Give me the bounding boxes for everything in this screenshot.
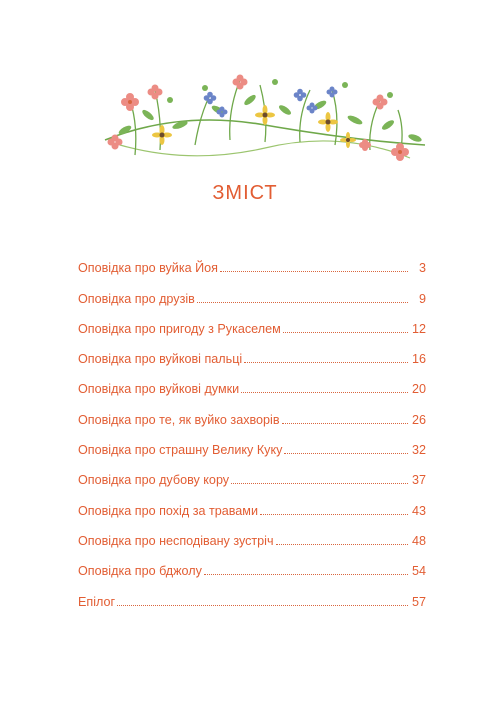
dot-leader: [204, 573, 408, 575]
toc-entry-page: 20: [411, 382, 426, 397]
toc-entry-title: Оповідка про те, як вуйко захворів: [78, 412, 280, 427]
toc-entry-page: 3: [418, 261, 426, 276]
dot-leader: [284, 452, 408, 454]
toc-entry-page: 57: [411, 594, 426, 609]
toc-entry[interactable]: [78, 427, 426, 457]
toc-entry[interactable]: [78, 336, 426, 366]
toc-entry-title: Епілог: [78, 594, 116, 609]
toc-entry[interactable]: [78, 306, 426, 336]
toc-entry[interactable]: [78, 457, 426, 487]
toc-entry[interactable]: [78, 275, 426, 305]
page-title: ЗМІСТ: [212, 182, 278, 204]
toc-entry[interactable]: [78, 396, 426, 426]
toc-entry-page: 48: [411, 533, 426, 548]
toc-entry-title: Оповідка про пригоду з Рукаселем: [78, 321, 281, 336]
toc-entry-page: 26: [411, 412, 426, 427]
dot-leader: [276, 543, 408, 545]
toc-entry-page: 16: [411, 352, 426, 367]
toc-entry-title: Оповідка про несподівану зустріч: [78, 533, 274, 548]
toc-entry-title: Оповідка про друзів: [78, 291, 195, 306]
toc-entry[interactable]: [78, 518, 426, 548]
toc-entry-title: Оповідка про вуйкові думки: [78, 382, 240, 397]
dot-leader: [260, 513, 408, 515]
toc-entry-title: Оповідка про бджолу: [78, 564, 202, 579]
dot-leader: [220, 270, 408, 272]
dot-leader: [117, 604, 408, 606]
toc-entry-title: Оповідка про похід за травами: [78, 503, 258, 518]
toc-entry[interactable]: [78, 548, 426, 578]
dot-leader: [197, 301, 408, 303]
toc-entry[interactable]: [78, 487, 426, 517]
table-of-contents: [78, 245, 426, 609]
dot-leader: [244, 361, 408, 363]
toc-entry-page: 32: [411, 443, 426, 458]
toc-entry-title: Оповідка про страшну Велику Куку: [78, 443, 283, 458]
toc-entry-page: 54: [411, 564, 426, 579]
toc-entry[interactable]: [78, 245, 426, 275]
toc-entry-page: 43: [411, 503, 426, 518]
toc-entry[interactable]: [78, 366, 426, 396]
toc-entry-title: Оповідка про вуйка Йоя: [78, 261, 218, 276]
toc-entry-title: Оповідка про вуйкові пальці: [78, 352, 243, 367]
dot-leader: [283, 331, 408, 333]
toc-entry-page: 9: [418, 291, 426, 306]
dot-leader: [282, 422, 408, 424]
toc-entry-page: 37: [411, 473, 426, 488]
toc-entry-page: 12: [411, 321, 426, 336]
toc-entry-title: Оповідка про дубову кору: [78, 473, 230, 488]
dot-leader: [241, 391, 408, 393]
floral-ornament: [100, 70, 430, 185]
dot-leader: [231, 482, 408, 484]
toc-entry[interactable]: [78, 578, 426, 608]
